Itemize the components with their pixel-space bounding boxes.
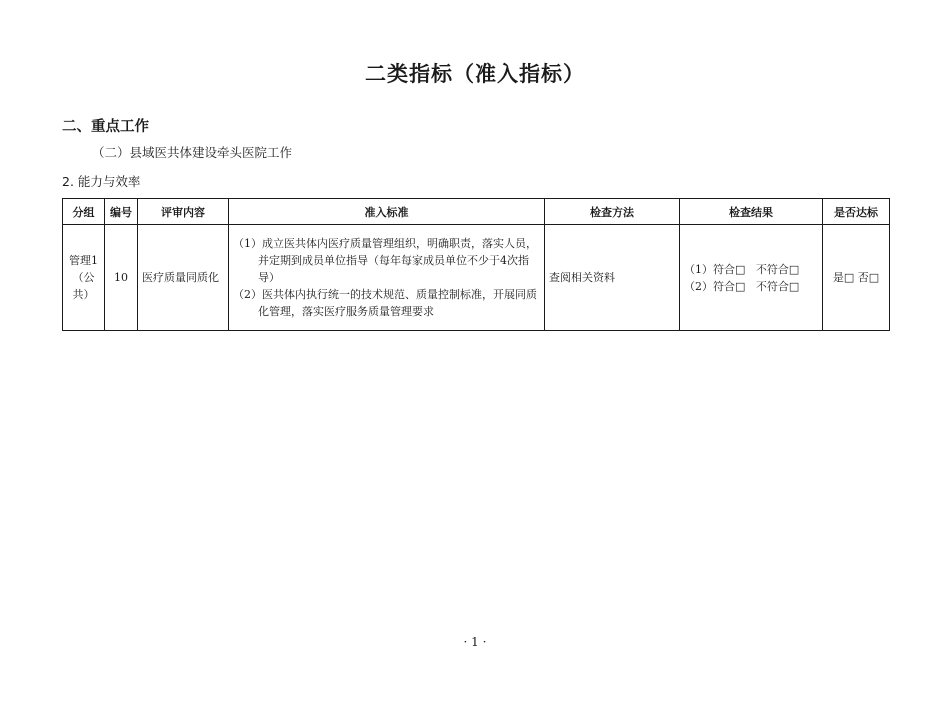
page-number: · 1 · [463, 635, 487, 649]
standard-item-2: （2）医共体内执行统一的技术规范、质量控制标准，开展同质化管理，落实医疗服务质量管理要求 [233, 288, 537, 318]
method-cell: 查阅相关资料 [545, 225, 680, 331]
compliance-cell: 是□ 否□ [823, 225, 890, 331]
group-line-2: （公共） [72, 271, 95, 301]
content-cell: 医疗质量同质化 [138, 225, 229, 331]
column-header-compliance: 是否达标 [823, 199, 890, 225]
item-heading: 2. 能力与效率 [62, 174, 141, 189]
subsection-heading: （二）县域医共体建设牵头医院工作 [92, 145, 293, 160]
group-cell [63, 225, 105, 331]
table-row [63, 225, 890, 331]
standard-item-1: （1）成立医共体内医疗质量管理组织，明确职责，落实人员，并定期到成员单位指导（每年每家成员单位不少于4次指导） [233, 237, 537, 284]
result-line-1: （1）符合□ 不符合□ [684, 262, 800, 276]
standard-cell [229, 225, 545, 331]
section-heading: 二、重点工作 [62, 119, 149, 135]
column-header-number: 编号 [105, 199, 138, 225]
criteria-table [62, 198, 890, 331]
column-header-content: 评审内容 [138, 199, 229, 225]
document-title: 二类指标（准入指标） [365, 62, 585, 86]
group-line-1: 管理1 [69, 254, 98, 267]
result-line-2: （2）符合□ 不符合□ [684, 279, 800, 293]
column-header-group: 分组 [63, 199, 105, 225]
column-header-method: 检查方法 [545, 199, 680, 225]
column-header-result: 检查结果 [680, 199, 823, 225]
table-header-row [63, 199, 890, 225]
column-header-standard: 准入标准 [229, 199, 545, 225]
result-cell [680, 225, 823, 331]
number-cell: 10 [105, 225, 138, 331]
